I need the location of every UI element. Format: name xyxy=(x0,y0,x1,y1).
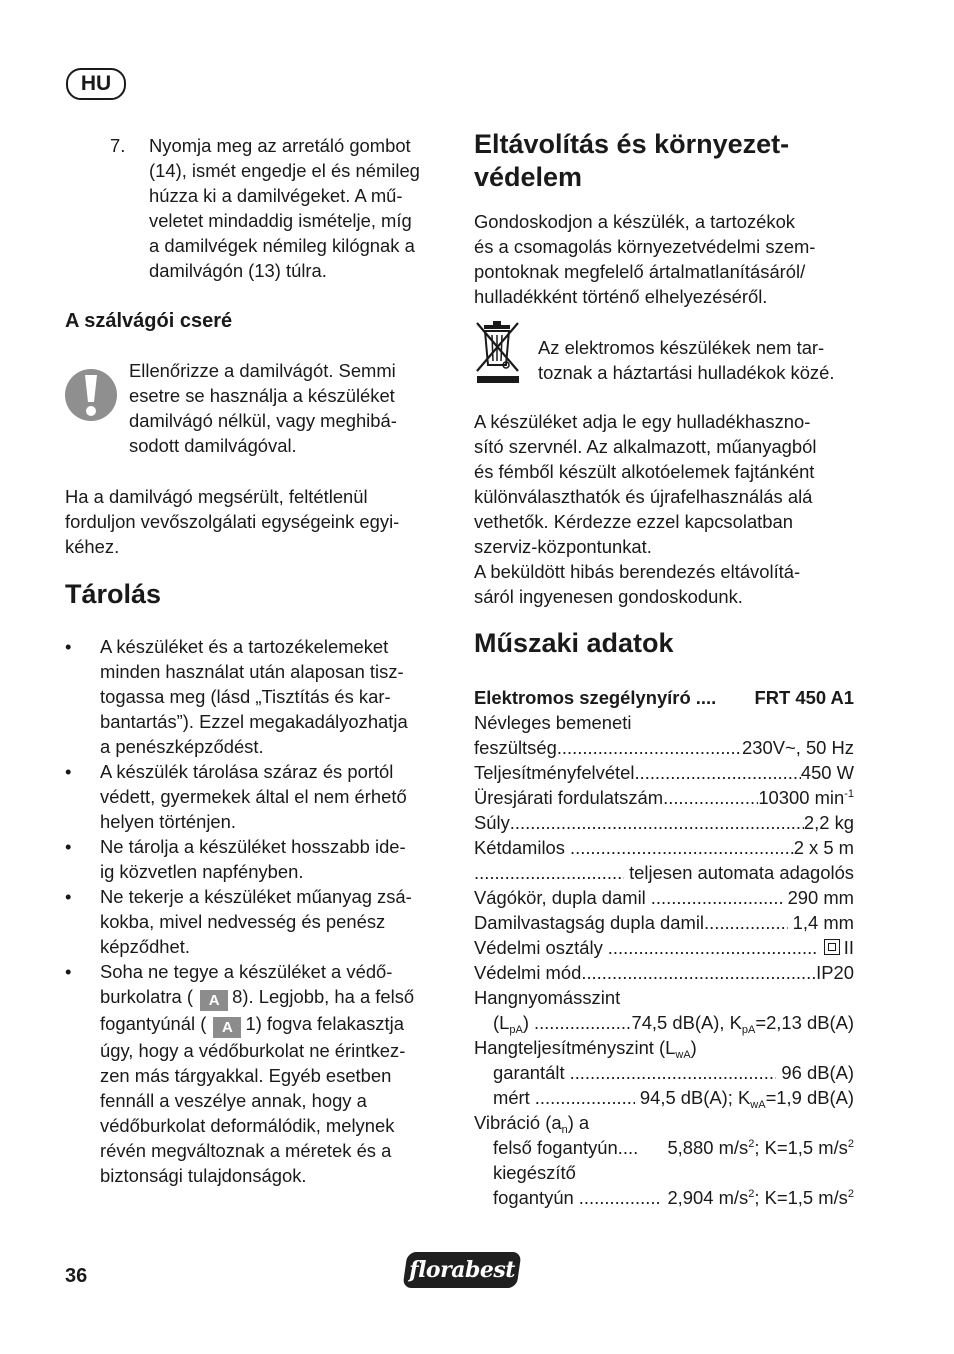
storage-bullet-list xyxy=(65,634,450,1188)
spec-row-sound-pressure-label xyxy=(474,985,854,1010)
bullet-item xyxy=(65,759,450,834)
spec-label-text: ) xyxy=(690,1037,697,1058)
spec-value-text: 94,5 dB(A); K xyxy=(639,1087,751,1108)
spec-value: 2 x 5 m xyxy=(793,837,854,858)
spec-value-text: 2,904 m/s xyxy=(667,1187,749,1208)
spec-label: Védelmi mód xyxy=(474,962,582,983)
spec-value: 1,4 mm xyxy=(792,912,854,933)
bullet-line xyxy=(100,1011,450,1038)
spec-row-dual-line xyxy=(474,835,854,860)
paragraph-line: kéhez. xyxy=(65,536,120,557)
spec-subscript: pA xyxy=(509,1024,523,1036)
spec-label-text: (L xyxy=(493,1012,510,1033)
spec-superscript: 2 xyxy=(748,1138,755,1150)
spec-label: Súly xyxy=(474,812,510,833)
bullet-line: Soha ne tegye a készüléket a védő- xyxy=(100,961,393,982)
spec-subscript: pA xyxy=(741,1024,756,1036)
bullet-line: védőburkolat deformálódik, melynek xyxy=(100,1115,395,1136)
spec-label: Elektromos szegélynyíró .... xyxy=(474,687,717,708)
spec-superscript: 2 xyxy=(847,1188,854,1200)
spec-value-text: II xyxy=(843,937,854,958)
disposal-paragraph xyxy=(474,209,864,309)
spec-value: 230V~, 50 Hz xyxy=(742,737,854,758)
spec-value: 2,2 kg xyxy=(803,812,854,833)
spec-row-cutting-circle xyxy=(474,885,854,910)
figure-a-badge: A xyxy=(213,1017,241,1038)
bullet-line: védett, gyermekek által el nem érhető xyxy=(100,786,407,807)
bullet-line: kokba, mivel nedvesség és penész xyxy=(100,911,386,932)
spec-value: 290 mm xyxy=(787,887,854,908)
warning-line: damilvágó nélkül, vagy meghibá- xyxy=(129,410,397,431)
spec-value-text: 5,880 m/s xyxy=(667,1137,749,1158)
spec-value xyxy=(824,935,854,960)
bullet-line: Ne tekerje a készüléket műanyag zsá- xyxy=(100,886,412,907)
spec-value-text: ; K=1,5 m/s xyxy=(754,1137,848,1158)
warning-line: esetre se használja a készüléket xyxy=(129,385,395,406)
spec-value-text: 74,5 dB(A), K xyxy=(631,1012,742,1033)
spec-row-feed xyxy=(474,860,854,885)
language-badge: HU xyxy=(66,68,126,100)
bullet-line: úgy, hogy a védőburkolat ne érintkez- xyxy=(100,1040,406,1061)
bullet-item xyxy=(65,959,450,1188)
spec-value: 450 W xyxy=(800,762,854,783)
spec-label: Üresjárati fordulatszám xyxy=(474,787,664,808)
crossed-out-wheelie-bin-icon xyxy=(474,319,522,385)
step-line: a damilvégek némileg kilógnak a xyxy=(149,235,415,256)
paragraph-line: vethetők. Kérdezze ezzel kapcsolatban xyxy=(474,511,793,532)
spec-row-guaranteed xyxy=(474,1060,854,1085)
bullet-line: ig közvetlen napfényben. xyxy=(100,861,304,882)
spec-label xyxy=(474,1035,697,1060)
bullet-dot: • xyxy=(65,761,72,782)
step-line: (14), ismét engedje el és némileg xyxy=(149,160,420,181)
step-text xyxy=(149,133,449,283)
spec-row-voltage-label xyxy=(474,710,854,735)
spec-label-text: ) a xyxy=(567,1112,590,1133)
spec-value-text: 10300 min xyxy=(758,787,845,808)
spec-row-line-thickness xyxy=(474,910,854,935)
spec-value xyxy=(758,785,854,810)
notice-line: toznak a háztartási hulladékok közé. xyxy=(538,362,835,383)
spec-subscript: wA xyxy=(750,1099,766,1111)
bullet-dot: • xyxy=(65,886,72,907)
bullet-line: Ne tárolja a készüléket hosszabb ide- xyxy=(100,836,406,857)
spec-label-text: Vibráció (a xyxy=(474,1112,562,1133)
paragraph-line: A beküldött hibás berendezés eltávolítá- xyxy=(474,561,801,582)
spec-label: Kétdamilos xyxy=(474,837,565,858)
step-line: Nyomja meg az arretáló gombot xyxy=(149,135,411,156)
florabest-logo xyxy=(402,1252,521,1288)
storage-heading: Tárolás xyxy=(65,579,162,609)
spec-row-aux-handle xyxy=(474,1185,854,1210)
warning-line: Ellenőrizze a damilvágót. Semmi xyxy=(129,360,396,381)
spec-label-text: ) xyxy=(522,1012,529,1033)
paragraph-line: Ha a damilvágó megsérült, feltétlenül xyxy=(65,486,368,507)
bullet-text: 8). Legjobb, ha a felső xyxy=(232,986,415,1007)
spec-label: mért xyxy=(493,1087,530,1108)
bullet-line: fennáll a veszélye annak, hogy a xyxy=(100,1090,367,1111)
spec-row-measured xyxy=(474,1085,854,1110)
spec-row-power xyxy=(474,760,854,785)
heading-line: védelem xyxy=(474,162,583,192)
paragraph-line: sító szervnél. Az alkalmazott, műanyagból xyxy=(474,436,817,457)
spec-value: IP20 xyxy=(816,962,854,983)
bullet-line: bantartás”). Ezzel megakadályozhatja xyxy=(100,711,408,732)
spec-row-idle-speed xyxy=(474,785,854,810)
paragraph-line: A készüléket adja le egy hulladékhaszno- xyxy=(474,411,811,432)
notice-line: Az elektromos készülékek nem tar- xyxy=(538,337,825,358)
spec-row-vibration-label xyxy=(474,1110,854,1135)
spec-label: Teljesítményfelvétel xyxy=(474,762,635,783)
bullet-text: 1) fogva felakasztja xyxy=(245,1013,404,1034)
spec-label: fogantyún xyxy=(493,1187,574,1208)
paragraph-line: hulladékként történő elhelyezéséről. xyxy=(474,286,768,307)
warning-line: sodott damilvágóval. xyxy=(129,435,297,456)
logo-text: florabest xyxy=(409,1257,515,1283)
spec-label: garantált xyxy=(493,1062,565,1083)
bullet-dot: • xyxy=(65,836,72,857)
spec-value xyxy=(631,1010,854,1035)
spec-superscript: -1 xyxy=(844,788,854,800)
paragraph-line: sáról ingyenesen gondoskodunk. xyxy=(474,586,743,607)
step-number: 7. xyxy=(110,135,126,156)
spec-row-model xyxy=(474,685,854,710)
step-line: damilvágón (13) túlra. xyxy=(149,260,327,281)
spec-value: teljesen automata adagolós xyxy=(629,862,854,883)
spec-value: 96 dB(A) xyxy=(781,1062,854,1083)
double-insulation-icon xyxy=(824,939,840,955)
recycling-paragraph xyxy=(474,409,864,609)
spec-value-text: =1,9 dB(A) xyxy=(765,1087,854,1108)
bullet-line: togassa meg (lásd „Tisztítás és kar- xyxy=(100,686,391,707)
spec-row-voltage xyxy=(474,735,854,760)
bullet-line: képződhet. xyxy=(100,936,190,957)
bullet-line: biztonsági tulajdonságok. xyxy=(100,1165,307,1186)
bullet-dot: • xyxy=(65,961,72,982)
bullet-line: A készüléket és a tartozékelemeket xyxy=(100,636,389,657)
heading-line: Eltávolítás és környezet- xyxy=(474,129,790,159)
damaged-cutter-paragraph xyxy=(65,484,450,559)
figure-a-badge: A xyxy=(200,990,228,1011)
spec-label: Vágókör, dupla damil xyxy=(474,887,646,908)
warning-text xyxy=(129,358,449,458)
bullet-line xyxy=(100,984,450,1011)
bullet-line: minden használat után alaposan tisz- xyxy=(100,661,404,682)
bullet-line: helyen történjen. xyxy=(100,811,236,832)
paragraph-line: különválaszthatók és újrafelhasználás alá xyxy=(474,486,813,507)
spec-row-protection-class xyxy=(474,935,854,960)
cutter-heading: A szálvágói cseré xyxy=(65,310,233,332)
spec-value-text: =2,13 dB(A) xyxy=(755,1012,854,1033)
spec-row-upper-handle xyxy=(474,1135,854,1160)
spec-value xyxy=(667,1135,854,1160)
spec-value xyxy=(667,1185,854,1210)
spec-value-text: ; K=1,5 m/s xyxy=(754,1187,848,1208)
spec-row-sound-power-label xyxy=(474,1035,854,1060)
spec-label: Névleges bemeneti xyxy=(474,712,632,733)
spec-row-ip xyxy=(474,960,854,985)
paragraph-line: forduljon vevőszolgálati egységeink egyi- xyxy=(65,511,400,532)
spec-row-weight xyxy=(474,810,854,835)
bullet-item xyxy=(65,634,450,759)
bullet-text: burkolatra ( xyxy=(100,986,194,1007)
spec-value xyxy=(640,1085,854,1110)
paragraph-line: és a csomagolás környezetvédelmi szem- xyxy=(474,236,816,257)
bullet-item xyxy=(65,884,450,959)
paragraph-line: Gondoskodjon a készülék, a tartozékok xyxy=(474,211,796,232)
spec-row-sound-pressure xyxy=(474,1010,854,1035)
bullet-dot: • xyxy=(65,636,72,657)
paragraph-line: és fémből készült alkotóelemek fajtánként xyxy=(474,461,815,482)
paragraph-line: szerviz-központunkat. xyxy=(474,536,652,557)
technical-data-heading: Műszaki adatok xyxy=(474,628,674,658)
spec-label: feszültség xyxy=(474,737,557,758)
spec-table xyxy=(474,685,854,1210)
spec-label: Hangnyomásszint xyxy=(474,987,621,1008)
disposal-heading xyxy=(474,128,874,194)
spec-label: Védelmi osztály xyxy=(474,937,603,958)
spec-label xyxy=(474,1110,589,1135)
bullet-line: a penészképződést. xyxy=(100,736,264,757)
bullet-item xyxy=(65,834,450,884)
step-line: húzza ki a damilvégeket. A mű- xyxy=(149,185,403,206)
bullet-text: fogantyúnál ( xyxy=(100,1013,207,1034)
page-number: 36 xyxy=(65,1265,88,1287)
spec-superscript: 2 xyxy=(847,1138,854,1150)
spec-label: Damilvastagság dupla damil xyxy=(474,912,704,933)
spec-label: felső fogantyún.... xyxy=(493,1137,639,1158)
spec-label-text: Hangteljesítményszint (L xyxy=(474,1037,676,1058)
bullet-line: zen más tárgyakkal. Egyéb esetben xyxy=(100,1065,392,1086)
spec-value: FRT 450 A1 xyxy=(754,687,854,708)
step-line: veletet mindaddig ismételje, míg xyxy=(149,210,412,231)
spec-row-aux-label xyxy=(474,1160,854,1185)
exclamation-warning-icon xyxy=(64,368,118,422)
paragraph-line: pontoknak megfelelő ártalmatlanításáról/ xyxy=(474,261,806,282)
weee-notice xyxy=(538,335,858,385)
bullet-line: révén megváltoznak a méretek és a xyxy=(100,1140,392,1161)
spec-subscript: wA xyxy=(675,1049,691,1061)
bullet-line: A készülék tárolása száraz és portól xyxy=(100,761,394,782)
spec-label: kiegészítő xyxy=(493,1162,576,1183)
spec-label xyxy=(493,1010,529,1035)
spec-superscript: 2 xyxy=(748,1188,755,1200)
spec-subscript: n xyxy=(561,1124,568,1136)
